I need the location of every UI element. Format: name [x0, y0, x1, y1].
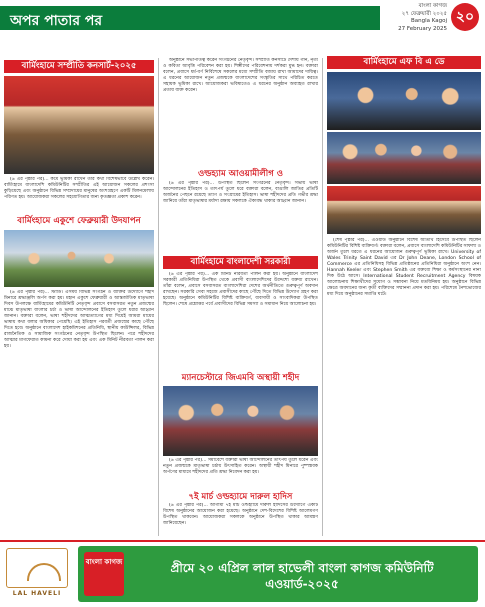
lal-haveli-logo-text: LAL HAVELI — [12, 590, 62, 597]
headline-oldham-awami: ওল্ডহ্যাম আওয়ামীলীগ ও — [198, 169, 283, 179]
column-divider — [322, 58, 323, 536]
article-concert-continued: অনুষ্ঠানে সভাপতিত্ব করেন সংগঠনের নেতৃবৃন্দ। সম্প্রীতি কনসার্টে দেশীয় গান, নৃত্য ও কবিতা আবৃত্তি পরিবেশন করা হয়। শিল্পীদের পরিবেশনায় দর্শকরা মুগ্ধ হন। বক্তারা বলেন, প্রবাসে ধর্ম-বর্ণ নির্বিশেষে সকলের মধ্যে সম্প্রীতি বজায় রাখা আমাদের দায়িত্ব। এ ধরনের আয়োজন নতুন প্রজন্মকে বাংলাদেশের সংস্কৃতির সাথে পরিচিত করতে সহায়ক ভূমিকা রাখে। আয়োজকরা ভবিষ্যতেও এ ধরনের অনুষ্ঠান অব্যাহত রাখার প্রত্যয় ব্যক্ত করেন। — [163, 58, 318, 93]
award-banner-text: প্রীমে ২০ এপ্রিল লাল হাভেলী বাংলা কাগজ কমিউনিটি এওয়ার্ড-২০২৫ — [170, 561, 434, 591]
article-darul-hadis-body: (৬ এর পৃষ্ঠার পর)... আগামী ৭ই মার্চ ওল্ডহ্যামে দারুল হাদিসের উদ্যোগে একটি বিশেষ অনুষ্ঠানের আয়োজন করা হয়েছে। অনুষ্ঠানে দেশ-বিদেশের বিশিষ্ট আলেমগণ উপস্থিত থাকবেন। আয়োজকরা সকলকে অনুষ্ঠানে উপস্থিত থাকার আমন্ত্রণ জানিয়েছেন। — [163, 503, 318, 526]
bangla-kagoj-badge: বাংলা কাগজ — [84, 552, 124, 596]
page-number-badge: ২০ — [451, 3, 479, 31]
section-title: অপর পাতার পর — [10, 13, 103, 29]
lal-haveli-logo — [6, 548, 68, 588]
advertisement-banner — [0, 540, 485, 607]
fba-photo-2 — [327, 132, 481, 184]
award-banner — [78, 546, 478, 602]
headline-govt: বার্মিংহামে বাংলাদেশী সরকারী — [163, 256, 318, 269]
article-oldham-body: (৬ এর পৃষ্ঠার পর)... উপস্থিত ছিলেন সংগঠনের নেতৃবৃন্দ। সভায় ভাষা আন্দোলনের ইতিহাস ও তাৎপর্য তুলে ধরে বক্তারা বলেন, বাঙালি জাতির প্রতিটি অর্জনের পেছনে রয়েছে ত্যাগ ও সংগ্রামের ইতিহাস। ভাষা শহীদদের প্রতি গভীর শ্রদ্ধা জানিয়ে তাঁরা মাতৃভাষার মর্যাদা রক্ষায় সকলকে ঐক্যবদ্ধ থাকার আহ্বান জানান। — [163, 181, 318, 204]
fba-photo-1 — [327, 72, 481, 130]
headline-darul-hadis: ৭ই মার্চ ওল্ডহ্যামে দারুল হাদিস — [188, 492, 293, 502]
article-concert-body: (৬ এর পৃষ্ঠার পর)... কর্মে ভূমিকা রাখেন তার কথা বিশেষভাবে উল্লেখ করেন। বার্মিংহামে বাংলাদেশি কমিউনিটির সম্প্রীতির এই আয়োজন সকলের প্রশংসা কুড়িয়েছে এবং অনুষ্ঠানে বিভিন্ন সম্প্রদায়ের মানুষের অংশগ্রহণে একটি মিলনমেলায় পরিণত হয়। আয়োজকরা সকলের সহযোগিতার জন্য কৃতজ্ঞতা প্রকাশ করেন। — [4, 177, 154, 200]
column-divider — [158, 58, 159, 536]
headline-concert: বার্মিংহামে সম্প্রীতি কনসার্ট-২০২৫ — [4, 60, 154, 73]
article-govt-body: (৬ এর পৃষ্ঠার পর)... এক মিনিট নীরবতা পালন করা হয়। অনুষ্ঠানে বাংলাদেশ সরকারী প্রতিনিধিরা উপস্থিত থেকে প্রবাসী বাংলাদেশিদের উদ্দেশ্যে বক্তব্য রাখেন। তাঁরা বলেন, প্রবাসে বসবাসরত বাংলাদেশিরা দেশের অর্থনীতিতে গুরুত্বপূর্ণ অবদান রাখছেন। সরকারি সেবা সহজে প্রবাসীদের কাছে পৌঁছে দিতে বিভিন্ন উদ্যোগ গ্রহণ করা হয়েছে। অনুষ্ঠানে কমিউনিটির বিশিষ্ট ব্যক্তিবর্গ, ব্যবসায়ী ও সাংবাদিকরা উপস্থিত ছিলেন। শেষে প্রশ্নোত্তর পর্বে প্রবাসীদের বিভিন্ন সমস্যা ও সমাধান নিয়ে আলোচনা হয়। — [163, 272, 318, 307]
manchester-photo — [163, 386, 318, 456]
article-fba-body: (শেষ পৃষ্ঠার পর)... এওয়ার্ড অনুষ্ঠানে বিশেষ অতিথি হিসেবে উপস্থিত ছিলেন কমিউনিটির বিশিষ্ট ব্যক্তিবর্গ। বক্তারা বলেন, প্রবাসে বাংলাদেশি কমিউনিটির সাফল্য ও অর্জন তুলে ধরতে এ ধরনের আয়োজন গুরুত্বপূর্ণ ভূমিকা রাখে। University of Wales Trinity Saint David এর Dr John Deane, London School of Commerce এর প্রতিনিধিসহ বিভিন্ন প্রতিষ্ঠানের প্রতিনিধিরা অনুষ্ঠানে অংশ নেন। Hannah Keeler এবং Stephen Smith এর বক্তব্যে শিক্ষা ও কর্মসংস্থানের নানা দিক উঠে আসে। International Student Recruitment Agency বিষয়ক আলোচনায় শিক্ষার্থীদের সুযোগ ও সম্ভাবনা নিয়ে মতবিনিময় হয়। অনুষ্ঠানে বিভিন্ন ক্ষেত্রে অবদানের জন্য কৃতী ব্যক্তিদের সম্মাননা প্রদান করা হয়। পরিশেষে নৈশভোজের মধ্য দিয়ে অনুষ্ঠানের সমাপ্তি ঘটে। — [327, 238, 481, 297]
arch-icon — [27, 563, 61, 581]
page-header — [0, 0, 485, 38]
section-title-bar — [0, 6, 380, 30]
publication-name: বাংলা কাগজ — [418, 3, 447, 9]
concert-photo — [4, 76, 154, 174]
publication-date-en: 27 February 2025 — [398, 25, 447, 32]
article-ekushe-body: (৬ এর পৃষ্ঠার পর)... স্টাডি। এসময় বিভিন্ন সংগঠন ও ব্যক্তির উদ্যোগে শহীদ মিনারে শ্রদ্ধাঞ্জলি অর্পণ করা হয়। মহান একুশে ফেব্রুয়ারী ও আন্তর্জাতিক মাতৃভাষা দিবস উপলক্ষে বার্মিংহামের কমিউনিটি নেতৃবৃন্দ প্রবাসে বসবাসরত নতুন প্রজন্মের মাঝে মাতৃভাষা বাংলার চর্চা ও ভাষা আন্দোলনের ইতিহাস তুলে ধরার আহ্বান জানান। বক্তারা বলেন, ভাষা শহীদদের আত্মত্যাগের মধ্য দিয়েই আমরা মায়ের ভাষায় কথা বলার অধিকার পেয়েছি। এই ইতিহাস পরবর্তী প্রজন্মের কাছে পৌঁছে দিতে হবে। অনুষ্ঠানে বাংলাদেশ হাইকমিশনের প্রতিনিধি, স্থানীয় কাউন্সিলর, বিভিন্ন রাজনৈতিক ও সামাজিক সংগঠনের নেতৃবৃন্দ উপস্থিত ছিলেন। পরে শহীদদের আত্মার মাগফেরাত কামনা করে দোয়া করা হয় এবং এক মিনিট নীরবতা পালন করা হয়। — [4, 290, 154, 349]
fba-photo-3 — [327, 186, 481, 234]
publication-info — [385, 3, 447, 33]
publication-name-en: Bangla Kagoj — [410, 18, 447, 24]
headline-fba-day: বার্মিংহামে এফ বি এ ডে — [327, 56, 481, 69]
headline-ekushe: বার্মিংহামে একুশে ফেব্রুয়ারী উদযাপন — [17, 216, 141, 226]
ekushe-photo — [4, 230, 154, 287]
publication-date-bn: ২৭ ফেব্রুয়ারী ২০২৫ — [401, 10, 447, 17]
headline-manchester: ম্যানচেস্টারে জিএমবি অস্থায়ী শহীদ — [163, 372, 318, 385]
article-manchester-body: (৬ এর পৃষ্ঠার পর)... সমাবেশে বক্তারা ভাষা আন্দোলনের তাৎপর্য তুলে ধরেন এবং নতুন প্রজন্মকে মাতৃভাষা চর্চায় উৎসাহিত করেন। অস্থায়ী শহীদ মিনারে পুষ্পস্তবক অর্পণের মাধ্যমে শহীদদের প্রতি শ্রদ্ধা নিবেদন করা হয়। — [163, 458, 318, 475]
